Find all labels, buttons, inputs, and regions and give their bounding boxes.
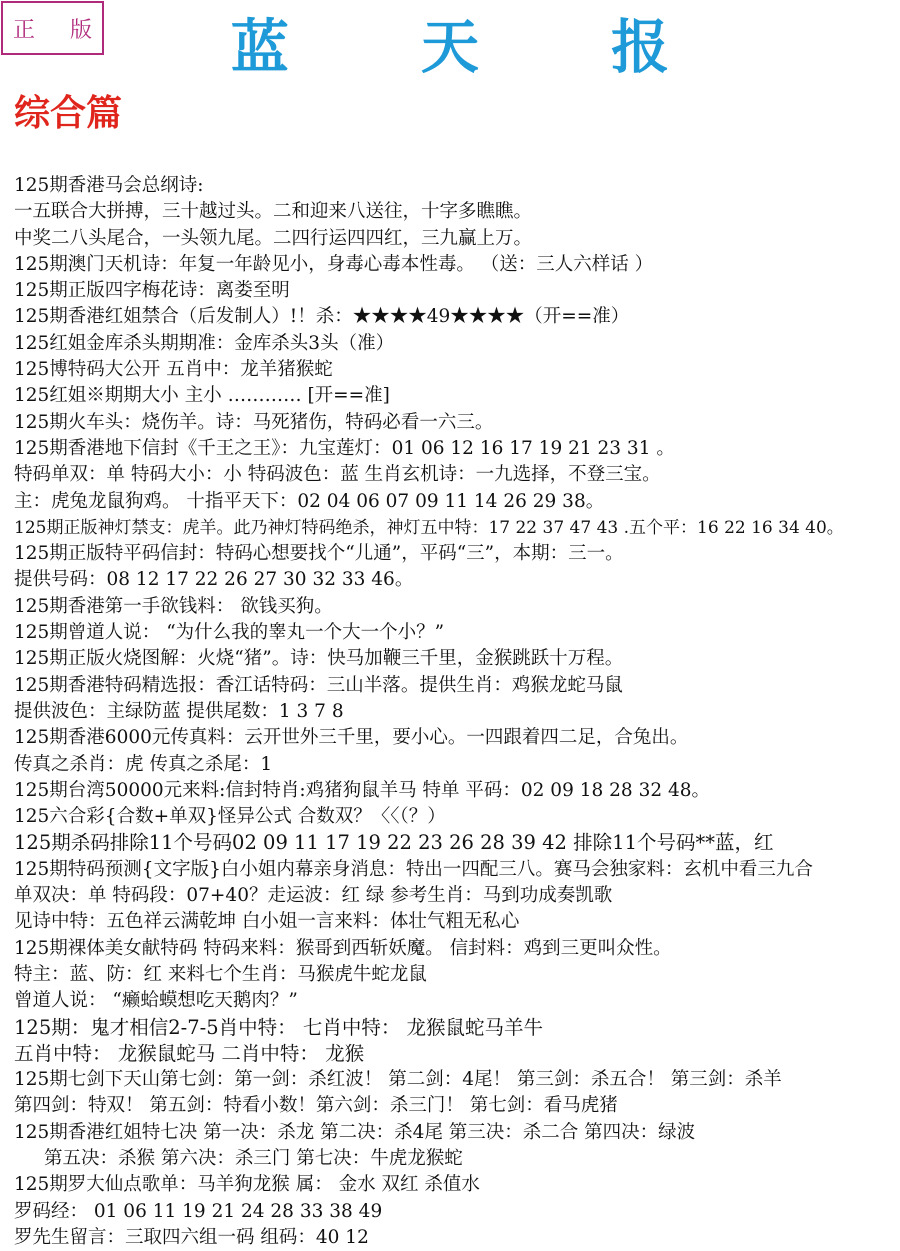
text-line: 中奖二八头尾合，一头领九尾。二四行运四四红，三九赢上万。 xyxy=(14,227,533,249)
text-line: 一五联合大拼搏，三十越过头。二和迎来八送往，十字多瞧瞧。 xyxy=(14,201,533,223)
text-line: 125期裸体美女献特码 特码来料：猴哥到西斩妖魔。 信封料：鸡到三更叫众性。 xyxy=(14,937,672,959)
text-line: 125红姐※期期大小 主小 ………… [开==准] xyxy=(14,385,390,407)
text-line: 125期香港地下信封《千王之王》：九宝莲灯：01 06 12 16 17 19 21 23 31 。 xyxy=(14,437,675,459)
text-line: 125期香港马会总纲诗: xyxy=(14,175,204,196)
text-line: 五肖中特： 龙猴鼠蛇马 二肖中特： 龙猴 xyxy=(14,1041,365,1065)
text-line: 单双决：单 特码段：07+40？走运波：红 绿 参考生肖：马到功成奏凯歌 xyxy=(14,885,613,907)
text-line: 125期正版四字梅花诗：离娄至明 xyxy=(14,280,290,302)
text-line: 125期曾道人说： “为什么我的睾丸一个大一个小？” xyxy=(14,622,445,644)
text-line: 提供号码：08 12 17 22 26 27 30 32 33 46。 xyxy=(14,569,414,591)
text-line: 见诗中特：五色祥云满乾坤 白小姐一言来料：体壮气粗无私心 xyxy=(14,911,520,933)
text-line: 125期香港第一手欲钱料： 欲钱买狗。 xyxy=(14,595,333,617)
text-line: 125期正版神灯禁支：虎羊。此乃神灯特码绝杀，神灯五中特：17 22 37 47 43 .五个平：16 22 16 34 40。 xyxy=(14,517,844,538)
text-line: 125期澳门天机诗：年复一年龄见小，身毒心毒本性毒。 （送：三人六样话 ） xyxy=(14,253,654,275)
text-line: 提供波色：主绿防蓝 提供尾数：1 3 7 8 xyxy=(14,700,344,722)
text-line: 罗码经： 01 06 11 19 21 24 28 33 38 49 xyxy=(14,1200,383,1222)
text-line: 第四剑：特双！ 第五剑：特看小数！第六剑：杀三门！ 第七剑：看马虎猪 xyxy=(14,1095,618,1117)
text-line: 125期香港特码精选报：香江话特码：三山半落。提供生肖：鸡猴龙蛇马鼠 xyxy=(14,674,623,696)
text-line: 特码单双：单 特码大小：小 特码波色：蓝 生肖玄机诗：一九选择，不登三宝。 xyxy=(14,464,661,486)
text-line: 125六合彩{合数+单双}怪异公式 合数双？〈〈（？） xyxy=(14,806,446,828)
section-title: 综合篇 xyxy=(14,93,123,134)
text-line: 125期杀码排除11个号码02 09 11 17 19 22 23 26 28 39 42 排除11个号码**蓝，红 xyxy=(14,831,774,855)
text-line: 罗先生留言：三取四六组一码 组码：40 12 xyxy=(14,1226,369,1248)
text-line: 特主：蓝、防：红 来料七个生肖：马猴虎牛蛇龙鼠 xyxy=(14,963,427,985)
text-line: 传真之杀肖：虎 传真之杀尾：1 xyxy=(14,753,273,775)
text-line: 125红姐金库杀头期期准：金库杀头3头（准） xyxy=(14,332,395,354)
text-line: 125期台湾50000元来料:信封特肖:鸡猪狗鼠羊马 特单 平码：02 09 18 28 32 48。 xyxy=(14,779,711,801)
text-line: 125期香港红姐特七决 第一决：杀龙 第二决：杀4尾 第三决：杀二合 第四决：绿波 xyxy=(14,1121,696,1143)
text-line: 第五决：杀猴 第六决：杀三门 第七决：牛虎龙猴蛇 xyxy=(44,1147,463,1169)
text-line: 125期香港红姐禁合（后发制人）!！杀：★★★★49★★★★（开==准） xyxy=(14,306,630,328)
text-line: 125期七剑下天山第七剑：第一剑：杀红波！ 第二剑：4尾！ 第三剑：杀五合！ 第三剑：杀羊 xyxy=(14,1069,782,1091)
article-body xyxy=(14,173,900,1251)
text-line: 125博特码大公开 五肖中：龙羊猪猴蛇 xyxy=(14,359,333,381)
newspaper-title: 蓝 天 报 xyxy=(230,13,726,81)
edition-stamp-label: 正 版 xyxy=(13,17,106,43)
text-line: 曾道人说： “癞蛤蟆想吃天鹅肉？” xyxy=(14,990,298,1012)
text-line: 125期正版火烧图解：火烧“猪”。诗：快马加鞭三千里，金猴跳跃十万程。 xyxy=(14,648,624,670)
text-line: 125期火车头：烧伤羊。诗：马死猪伤，特码必看一六三。 xyxy=(14,411,494,433)
text-line: 125期正版特平码信封：特码心想要找个“儿通”，平码“三”，本期：三一。 xyxy=(14,543,624,565)
text-line: 125期特码预测{文字版}白小姐内幕亲身消息：特出一四配三八。赛马会独家料：玄机中看三九合 xyxy=(14,858,813,880)
text-line: 125期香港6000元传真料：云开世外三千里，要小心。一四跟着四二足，合兔出。 xyxy=(14,727,689,749)
text-line: 主：虎兔龙鼠狗鸡。 十指平天下：02 04 06 07 09 11 14 26 29 38。 xyxy=(14,490,605,512)
text-line: 125期：鬼才相信2-7-5肖中特： 七肖中特： 龙猴鼠蛇马羊牛 xyxy=(14,1015,544,1039)
text-line: 125期罗大仙点歌单：马羊狗龙猴 属： 金水 双红 杀值水 xyxy=(14,1174,480,1196)
